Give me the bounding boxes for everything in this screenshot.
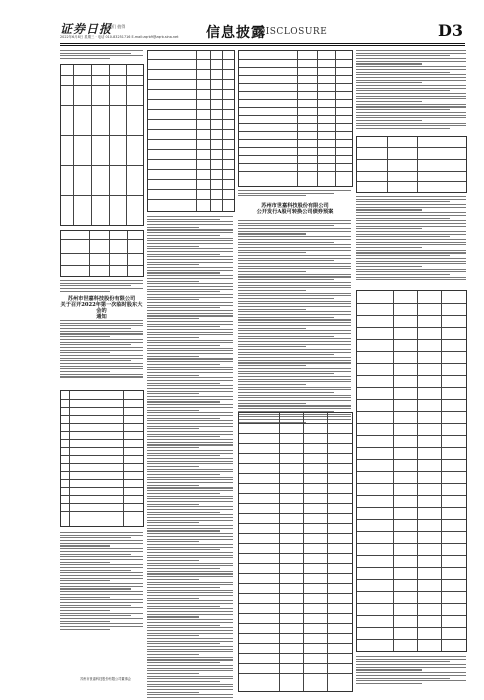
financial-table xyxy=(238,412,353,692)
column-3 xyxy=(238,50,352,690)
data-table xyxy=(147,50,235,212)
column-1 xyxy=(60,50,143,690)
body-text-block xyxy=(60,320,143,379)
data-table xyxy=(60,64,144,226)
body-text-block xyxy=(60,280,143,293)
proposal-table xyxy=(60,390,144,527)
column-2 xyxy=(147,50,234,690)
body-text-block xyxy=(60,50,143,61)
section-title-english: DISCLOSURE xyxy=(258,27,328,37)
signature-line: 苏州市世嘉科技股份有限公司董事会 xyxy=(80,677,131,681)
body-text-block xyxy=(60,532,143,631)
article-headline: 苏州市世嘉科技股份有限公司 公开发行A股可转换公司债券预案 xyxy=(256,203,334,215)
masthead xyxy=(0,0,484,48)
body-text-block xyxy=(238,220,351,424)
data-table xyxy=(60,230,144,277)
column-4 xyxy=(356,50,466,690)
section-title: 信息披露 xyxy=(206,25,266,41)
data-table xyxy=(356,136,467,193)
article-headline: 苏州市世嘉科技股份有限公司 关于召开2022年第一次临时股东大会的 通知 xyxy=(60,296,143,320)
body-text-block xyxy=(147,216,233,700)
masthead-rule xyxy=(60,43,465,44)
dateline: 2022年6月8日 星期三 · 电话 010-83251716 E-mail:zqrb9@zqrb.sina.net xyxy=(60,35,179,39)
newspaper-logo: 证券日报 xyxy=(60,22,113,36)
logo-subtitle: 我们 值得 xyxy=(108,24,126,29)
body-text-block xyxy=(238,190,351,198)
data-table xyxy=(238,50,353,187)
page-number: D3 xyxy=(438,21,464,40)
masthead-rule-thin xyxy=(60,45,465,46)
body-text-block xyxy=(356,196,466,282)
body-text-block xyxy=(356,656,466,686)
financial-table xyxy=(356,290,467,652)
body-text-block xyxy=(356,50,466,131)
